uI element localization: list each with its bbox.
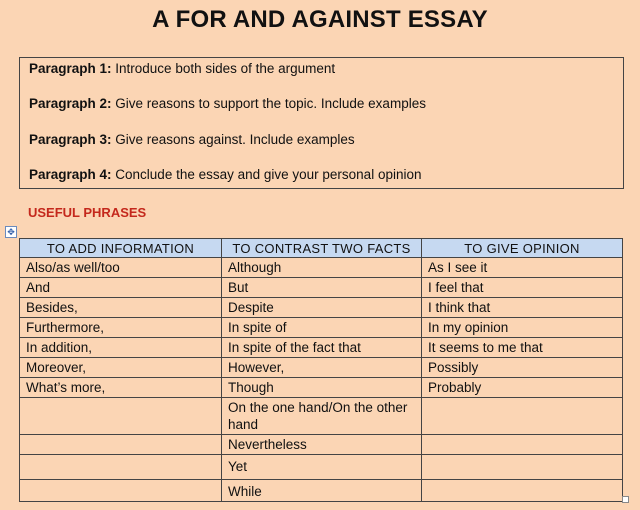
table-cell: As I see it [422,258,623,278]
table-cell: Though [222,378,422,398]
page-title: A FOR AND AGAINST ESSAY [152,6,488,33]
table-header-row [20,239,623,258]
table-cell: But [222,278,422,298]
table-row [20,298,623,318]
table-cell: Moreover, [20,358,222,378]
useful-phrases-table [19,238,623,502]
table-row [20,455,623,480]
table-cell: In my opinion [422,318,623,338]
useful-phrases-heading: USEFUL PHRASES [28,205,147,220]
table-cell: I think that [422,298,623,318]
table-cell [422,480,623,502]
table-cell: However, [222,358,422,378]
table-row [20,318,623,338]
table-cell: Also/as well/too [20,258,222,278]
table-cell: In spite of the fact that [222,338,422,358]
paragraph-4 [29,167,421,182]
paragraph-2 [29,96,426,111]
table-cell [422,398,623,435]
paragraph-3-text: Give reasons against. Include examples [111,132,355,147]
table-cell: Furthermore, [20,318,222,338]
table-cell: In spite of [222,318,422,338]
table-cell: Yet [222,455,422,480]
table-row [20,378,623,398]
table-row [20,435,623,455]
table-cell: It seems to me that [422,338,623,358]
table-row [20,358,623,378]
header-contrast-facts: TO CONTRAST TWO FACTS [222,239,422,258]
table-cell: Probably [422,378,623,398]
table-cell: Despite [222,298,422,318]
table-cell: In addition, [20,338,222,358]
table-cell: And [20,278,222,298]
header-give-opinion: TO GIVE OPINION [422,239,623,258]
table-cell: On the one hand/On the other hand [222,398,422,435]
table-resize-handle[interactable] [622,496,629,503]
table-cell [20,480,222,502]
table-cell: What’s more, [20,378,222,398]
paragraph-2-label: Paragraph 2: [29,96,112,111]
table-row [20,278,623,298]
table-cell [422,435,623,455]
table-move-handle-icon[interactable]: ✥ [5,226,17,238]
table-cell [20,435,222,455]
header-add-information: TO ADD INFORMATION [20,239,222,258]
table-cell [422,455,623,480]
paragraph-1 [29,61,335,76]
table-cell: Besides, [20,298,222,318]
table-row [20,338,623,358]
paragraph-3 [29,132,355,147]
table-cell [20,455,222,480]
table-row [20,258,623,278]
table-row [20,480,623,502]
paragraph-1-text: Introduce both sides of the argument [111,61,336,76]
table-cell: I feel that [422,278,623,298]
table-row [20,398,623,435]
paragraph-4-text: Conclude the essay and give your personal opinion [111,167,422,182]
paragraph-2-text: Give reasons to support the topic. Include examples [111,96,426,111]
table-cell: While [222,480,422,502]
table-cell: Possibly [422,358,623,378]
paragraph-1-label: Paragraph 1: [29,61,112,76]
table-cell: Although [222,258,422,278]
table-cell [20,398,222,435]
table-cell: Nevertheless [222,435,422,455]
paragraph-structure-box [19,57,624,189]
paragraph-4-label: Paragraph 4: [29,167,112,182]
paragraph-3-label: Paragraph 3: [29,132,112,147]
